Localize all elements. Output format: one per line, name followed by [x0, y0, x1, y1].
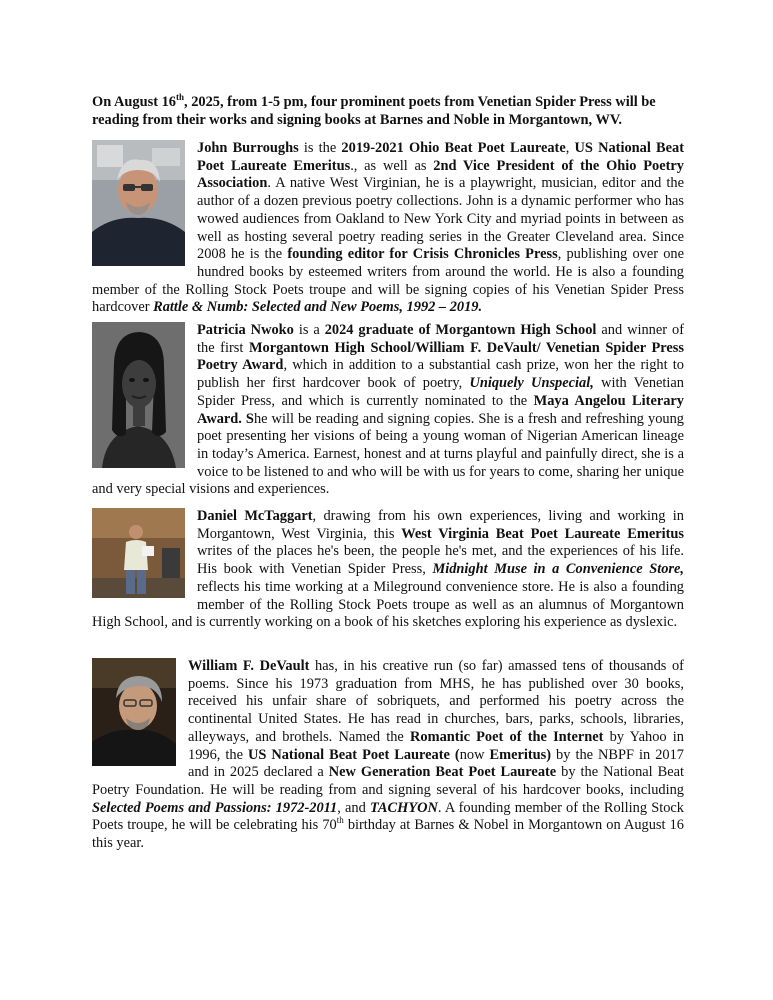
bio-text: with Venetian Spider Press, and which is currently nominated to the — [197, 375, 684, 409]
bio-john-burroughs — [92, 140, 684, 317]
ordinal-suffix: th — [336, 815, 344, 826]
ordinal-suffix: th — [175, 92, 184, 103]
bio-text: writes of the places he's been, the people he's met, and the experiences of his life. His book with Venetian Spider Press, — [197, 543, 684, 578]
bio-text: by the NBPF in 2017 and in 2025 declared a — [188, 746, 684, 781]
event-announcement — [92, 93, 692, 129]
bio-text: . A native West Virginian, he is a playwright, musician, editor and the author of a dozen previous poetry collections. John is a dynamic performer who has wowed audiences from Oakland to New York City and myriad points in between as well as hosting several poetry reading series in the Greater Cleveland area. Since 2008 he is the — [197, 175, 684, 263]
bio-text: birthday at Barnes & Nobel in Morgantown on August 16 this year. — [92, 817, 685, 852]
bio-text: is the — [298, 140, 342, 156]
bio-highlight: US National Beat Poet Laureate ( — [247, 746, 460, 763]
bio-highlight: 2nd Vice President of the Ohio Poetry Association — [197, 157, 684, 192]
bio-text: . A founding member of the Rolling Stock Poets troupe, he will be celebrating his 70 — [92, 799, 684, 834]
bio-highlight: New Generation Beat Poet Laureate — [328, 764, 557, 781]
announcement-text-cont: , 2025, from 1-5 pm, four prominent poets from Venetian Spider Press will be reading from their works and signing books at Barnes and Noble in Morgantown, WV. — [92, 94, 656, 128]
bio-highlight: 2019-2021 Ohio Beat Poet Laureate — [341, 140, 566, 156]
bio-text: by Yahoo in 1996, the — [188, 728, 684, 763]
bio-highlight: Morgantown High School/William F. DeVault/ Venetian Spider Press Poetry Award — [197, 339, 684, 374]
bio-highlight: West Virginia Beat Poet Laureate Emeritus — [401, 525, 684, 542]
bio-text: , drawing from his own experiences, living and working in Morgantown, West Virginia, this — [197, 508, 684, 542]
bio-text: by the National Beat Poetry Foundation. He will be reading from and signing several of his hardcover books, including — [92, 764, 684, 798]
bio-patricia-nwoko — [92, 322, 684, 499]
bio-highlight: US National Beat Poet Laureate Emeritus — [197, 140, 684, 174]
book-title: Selected Poems and Passions: 1972-2011 — [92, 799, 338, 816]
bio-highlight: 2024 graduate of Morgantown High School — [324, 322, 597, 338]
poet-name: John Burroughs — [197, 140, 299, 156]
book-title: Uniquely Unspecial, — [469, 375, 594, 392]
book-title: Midnight Muse in a Convenience Store, — [432, 561, 684, 578]
book-title: TACHYON — [369, 799, 438, 816]
book-title: Rattle & Numb: Selected and New Poems, 1992 – 2019. — [153, 299, 483, 316]
bio-text: has, in his creative run (so far) amassed tens of thousands of poems. Since his 1973 graduation from MHS, he has published over 30 books, received his unfair share of sobriquets, and performed his poetry across the continental United States. He has read in churches, bars, parks, schools, libraries, alleyways, and brothels. Named the — [188, 658, 684, 745]
poet-name: William F. DeVault — [188, 658, 310, 674]
bio-text: , publishing over one hundred books by esteemed writers from around the world. He is also a founding member of the Rolling Stock Poets troupe and will be signing copies of his Venetian Spider Press hardcover — [92, 246, 684, 316]
bio-text: reflects his time working at a Mileground convenience store. He is also a founding member of the Rolling Stock Poets troupe as well as an alumnus of Morgantown High School, and is currently working on a book of his sketches exploring his experience as dyslexic. — [92, 578, 684, 631]
bio-text: and winner of the first — [197, 322, 684, 356]
bio-highlight: Maya Angelou Literary Award. S — [197, 392, 684, 427]
announcement-text: On August 16 — [92, 94, 176, 110]
poet-name: Daniel McTaggart — [197, 508, 313, 524]
poet-name: Patricia Nwoko — [197, 322, 294, 338]
bio-highlight: Emeritus) — [489, 746, 552, 763]
bio-text: , and — [337, 799, 370, 816]
bio-highlight: Romantic Poet of the Internet — [410, 728, 604, 745]
bio-text: ., as well as — [350, 157, 434, 174]
bio-text: he will be reading and signing copies. She is a fresh and refreshing young poet presenting her visions of being a young woman of Nigerian American lineage in today’s America. Earnest, honest and at turns playful and painfully direct, she is a voice to be listened to and who will be with us for years to come, sharing her unique and very special visions and experiences. — [92, 410, 684, 498]
bio-text: is a — [293, 322, 325, 338]
bio-daniel-mctaggart — [92, 508, 684, 632]
bio-text: now — [459, 746, 490, 763]
bio-william-devault — [92, 658, 684, 853]
bio-text: , which in addition to a substantial cash prize, won her the right to publish her first hardcover book of poetry, — [197, 357, 684, 392]
daniel-mctaggart-photo — [92, 508, 185, 598]
william-devault-photo — [92, 658, 176, 766]
john-burroughs-photo — [92, 140, 185, 266]
bio-text: , — [565, 140, 575, 156]
bio-highlight: founding editor for Crisis Chronicles Press — [287, 246, 558, 263]
patricia-nwoko-photo — [92, 322, 185, 468]
